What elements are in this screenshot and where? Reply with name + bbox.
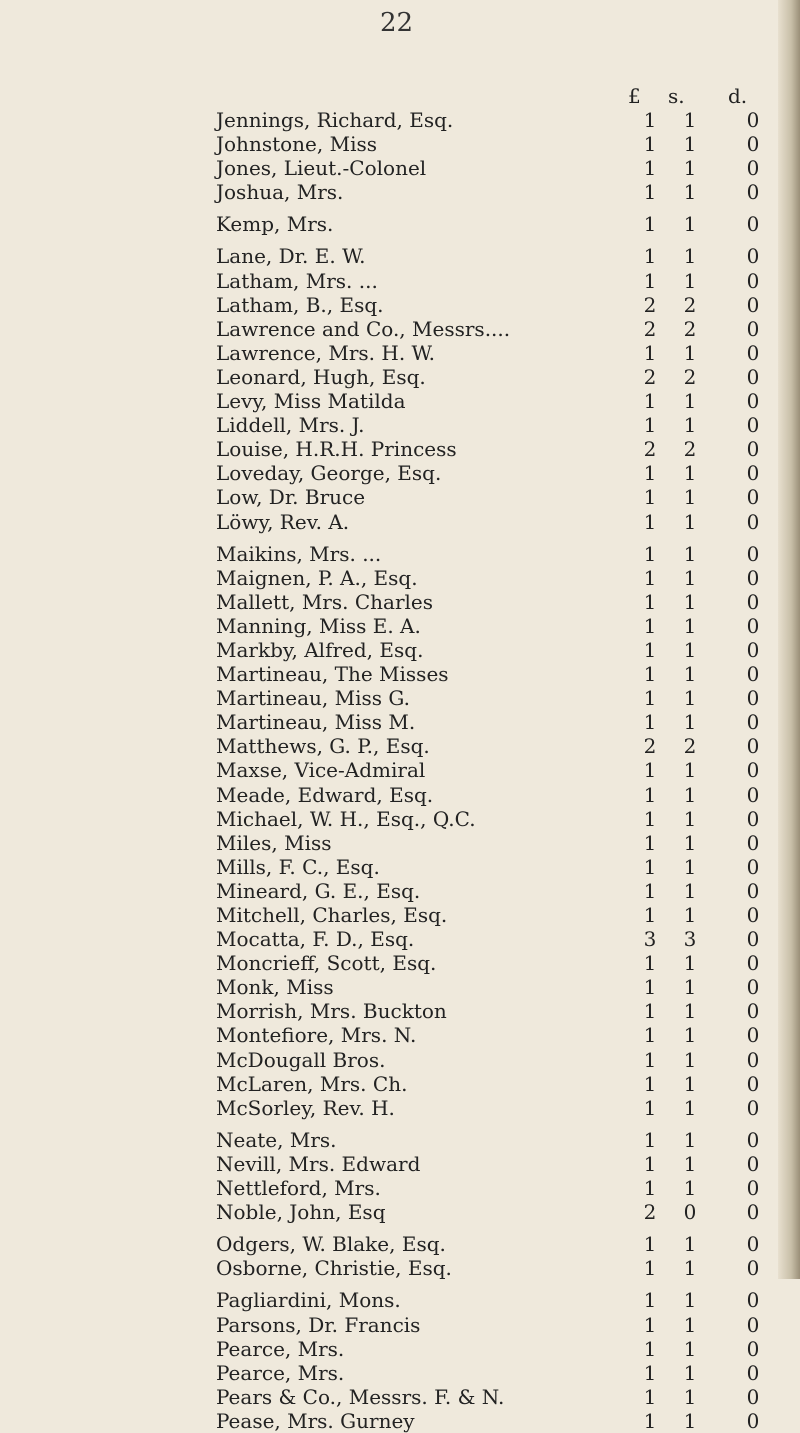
shillings-value: 2 [683, 437, 697, 462]
pounds-value: 2 [643, 437, 657, 462]
pence-value: 0 [746, 1288, 760, 1313]
pence-value: 0 [746, 541, 760, 566]
shillings-value: 1 [683, 1232, 697, 1257]
pence-value: 0 [746, 758, 760, 783]
subscriber-name: Noble, John, Esq [216, 1200, 386, 1225]
list-item [216, 1096, 776, 1120]
subscriber-name: Maxse, Vice-Admiral [216, 758, 426, 783]
subscriber-name: Miles, Miss [216, 830, 332, 855]
shillings-value: 1 [683, 613, 697, 638]
list-item [216, 1409, 776, 1433]
pence-value: 0 [746, 156, 760, 181]
shillings-value: 1 [683, 389, 697, 414]
pounds-value: 1 [643, 1336, 657, 1361]
subscriber-name: Moncrieff, Scott, Esq. [216, 951, 437, 976]
pounds-value: 1 [643, 1288, 657, 1313]
list-item [216, 807, 776, 831]
shillings-value: 1 [683, 806, 697, 831]
pounds-value: 1 [643, 1232, 657, 1257]
pence-value: 0 [746, 999, 760, 1024]
pence-value: 0 [746, 734, 760, 759]
shillings-header: s. [668, 84, 685, 108]
list-item [216, 1313, 776, 1337]
list-item [216, 662, 776, 686]
list-item [216, 389, 776, 413]
list-item [216, 686, 776, 710]
shillings-value: 1 [683, 710, 697, 735]
shillings-value: 1 [683, 686, 697, 711]
pounds-value: 1 [643, 782, 657, 807]
list-item [216, 1023, 776, 1047]
subscriber-name: Neate, Mrs. [216, 1127, 337, 1152]
shillings-value: 1 [683, 1408, 697, 1433]
pounds-value: 2 [643, 292, 657, 317]
subscriber-name: Markby, Alfred, Esq. [216, 637, 424, 662]
pence-value: 0 [746, 340, 760, 365]
list-item [216, 999, 776, 1023]
subscriber-name: Loveday, George, Esq. [216, 461, 442, 486]
list-item [216, 1072, 776, 1096]
subscriber-name: Osborne, Christie, Esq. [216, 1256, 452, 1281]
subscriber-name: Lane, Dr. E. W. [216, 244, 366, 269]
pounds-value: 1 [643, 975, 657, 1000]
pence-value: 0 [746, 389, 760, 414]
pounds-value: 1 [643, 509, 657, 534]
pence-value: 0 [746, 1023, 760, 1048]
list-item [216, 734, 776, 758]
subscriber-name: Mocatta, F. D., Esq. [216, 927, 415, 952]
shillings-value: 1 [683, 180, 697, 205]
subscriber-name: Lawrence, Mrs. H. W. [216, 340, 435, 365]
list-item [216, 1128, 776, 1152]
subscriber-name: Pears & Co., Messrs. F. & N. [216, 1384, 505, 1409]
pence-header: d. [728, 84, 748, 108]
subscriber-name: McSorley, Rev. H. [216, 1095, 395, 1120]
pence-value: 0 [746, 364, 760, 389]
shillings-value: 1 [683, 999, 697, 1024]
list-item [216, 614, 776, 638]
subscriber-name: Manning, Miss E. A. [216, 613, 421, 638]
shillings-value: 2 [683, 364, 697, 389]
pence-value: 0 [746, 132, 760, 157]
list-item [216, 1385, 776, 1409]
list-item [216, 590, 776, 614]
page-edge [778, 0, 800, 1279]
list-item [216, 903, 776, 927]
shillings-value: 1 [683, 1176, 697, 1201]
shillings-value: 1 [683, 878, 697, 903]
pence-value: 0 [746, 613, 760, 638]
subscriber-name: Latham, Mrs. ... [216, 268, 378, 293]
subscriber-name: Latham, B., Esq. [216, 292, 384, 317]
shillings-value: 1 [683, 268, 697, 293]
list-item [216, 1152, 776, 1176]
shillings-value: 1 [683, 108, 697, 132]
pence-value: 0 [746, 1384, 760, 1409]
pence-value: 0 [746, 854, 760, 879]
pence-value: 0 [746, 268, 760, 293]
list-item [216, 485, 776, 509]
list-item [216, 132, 776, 156]
list-item [216, 542, 776, 566]
shillings-value: 1 [683, 589, 697, 614]
page-number: 22 [380, 8, 414, 38]
pence-value: 0 [746, 1408, 760, 1433]
shillings-value: 1 [683, 509, 697, 534]
pounds-value: 1 [643, 156, 657, 181]
subscriber-name: Mills, F. C., Esq. [216, 854, 380, 879]
pence-value: 0 [746, 1200, 760, 1225]
pence-value: 0 [746, 830, 760, 855]
subscriber-name: Pagliardini, Mons. [216, 1288, 401, 1313]
shillings-value: 1 [683, 662, 697, 687]
subscriber-name: Louise, H.R.H. Princess [216, 437, 457, 462]
shillings-value: 1 [683, 975, 697, 1000]
pounds-header: £ [628, 84, 641, 108]
pounds-value: 1 [643, 108, 657, 132]
list-item [216, 108, 776, 132]
shillings-value: 1 [683, 637, 697, 662]
pounds-value: 1 [643, 541, 657, 566]
pence-value: 0 [746, 1071, 760, 1096]
shillings-value: 1 [683, 1095, 697, 1120]
subscriber-name: Martineau, Miss G. [216, 686, 411, 711]
pence-value: 0 [746, 461, 760, 486]
shillings-value: 1 [683, 1312, 697, 1337]
subscriber-name: Nettleford, Mrs. [216, 1176, 381, 1201]
pence-value: 0 [746, 180, 760, 205]
pounds-value: 1 [643, 1176, 657, 1201]
pounds-value: 2 [643, 1200, 657, 1225]
shillings-value: 1 [683, 1288, 697, 1313]
subscriber-name: McDougall Bros. [216, 1047, 386, 1072]
pounds-value: 1 [643, 637, 657, 662]
pounds-value: 1 [643, 589, 657, 614]
list-item [216, 879, 776, 903]
shillings-value: 1 [683, 1384, 697, 1409]
pounds-value: 1 [643, 999, 657, 1024]
list-item [216, 831, 776, 855]
list-item [216, 638, 776, 662]
pounds-value: 1 [643, 485, 657, 510]
pounds-value: 1 [643, 806, 657, 831]
shillings-value: 1 [683, 830, 697, 855]
shillings-value: 1 [683, 244, 697, 269]
subscriber-name: McLaren, Mrs. Ch. [216, 1071, 408, 1096]
pounds-value: 1 [643, 132, 657, 157]
list-item [216, 365, 776, 389]
pounds-value: 1 [643, 854, 657, 879]
pence-value: 0 [746, 662, 760, 687]
pence-value: 0 [746, 413, 760, 438]
pounds-value: 2 [643, 734, 657, 759]
shillings-value: 1 [683, 156, 697, 181]
subscriber-name: Leonard, Hugh, Esq. [216, 364, 426, 389]
shillings-value: 3 [683, 927, 697, 952]
pounds-value: 1 [643, 878, 657, 903]
pence-value: 0 [746, 437, 760, 462]
pounds-value: 1 [643, 903, 657, 927]
shillings-value: 1 [683, 461, 697, 486]
list-item [216, 1256, 776, 1280]
pounds-value: 1 [643, 1047, 657, 1072]
subscriber-name: Lawrence and Co., Messrs.... [216, 316, 511, 341]
subscriber-name: Morrish, Mrs. Buckton [216, 999, 447, 1024]
pounds-value: 1 [643, 565, 657, 590]
subscriber-name: Pearce, Mrs. [216, 1360, 345, 1385]
pounds-value: 1 [643, 758, 657, 783]
pounds-value: 1 [643, 686, 657, 711]
subscriber-name: Michael, W. H., Esq., Q.C. [216, 806, 476, 831]
pounds-value: 1 [643, 662, 657, 687]
pence-value: 0 [746, 903, 760, 927]
list-item [216, 927, 776, 951]
pounds-value: 1 [643, 268, 657, 293]
pence-value: 0 [746, 509, 760, 534]
pounds-value: 1 [643, 1023, 657, 1048]
shillings-value: 1 [683, 1256, 697, 1281]
list-item [216, 566, 776, 590]
pounds-value: 1 [643, 1127, 657, 1152]
shillings-value: 1 [683, 413, 697, 438]
shillings-value: 1 [683, 854, 697, 879]
list-item [216, 212, 776, 236]
subscriber-name: Levy, Miss Matilda [216, 389, 406, 414]
shillings-value: 1 [683, 212, 697, 237]
list-item [216, 855, 776, 879]
pounds-value: 1 [643, 1095, 657, 1120]
list-item [216, 1232, 776, 1256]
subscriber-name: Jones, Lieut.-Colonel [216, 156, 427, 181]
shillings-value: 2 [683, 292, 697, 317]
pence-value: 0 [746, 1095, 760, 1120]
list-item [216, 269, 776, 293]
pounds-value: 1 [643, 461, 657, 486]
pounds-value: 2 [643, 364, 657, 389]
subscriber-name: Maikins, Mrs. ... [216, 541, 382, 566]
shillings-value: 0 [683, 1200, 697, 1225]
pence-value: 0 [746, 878, 760, 903]
pence-value: 0 [746, 1312, 760, 1337]
shillings-value: 1 [683, 132, 697, 157]
pence-value: 0 [746, 1047, 760, 1072]
subscriber-name: Martineau, Miss M. [216, 710, 416, 735]
subscriber-name: Pease, Mrs. Gurney [216, 1408, 415, 1433]
shillings-value: 1 [683, 1151, 697, 1176]
list-item [216, 437, 776, 461]
pounds-value: 1 [643, 1360, 657, 1385]
subscriber-name: Johnstone, Miss [216, 132, 377, 157]
subscriber-name: Mitchell, Charles, Esq. [216, 903, 448, 927]
shillings-value: 1 [683, 758, 697, 783]
pence-value: 0 [746, 485, 760, 510]
subscriber-name: Jennings, Richard, Esq. [216, 108, 454, 132]
list-item [216, 1361, 776, 1385]
list-item [216, 951, 776, 975]
list-item [216, 156, 776, 180]
subscriber-name: Monk, Miss [216, 975, 334, 1000]
pence-value: 0 [746, 1256, 760, 1281]
list-item [216, 510, 776, 534]
pounds-value: 1 [643, 710, 657, 735]
pence-value: 0 [746, 710, 760, 735]
pence-value: 0 [746, 927, 760, 952]
list-item [216, 244, 776, 268]
pounds-value: 1 [643, 389, 657, 414]
pounds-value: 1 [643, 212, 657, 237]
shillings-value: 1 [683, 541, 697, 566]
pounds-value: 1 [643, 1408, 657, 1433]
pence-value: 0 [746, 686, 760, 711]
list-item [216, 341, 776, 365]
list-item [216, 710, 776, 734]
pounds-value: 2 [643, 316, 657, 341]
list-item [216, 413, 776, 437]
subscriber-name: Kemp, Mrs. [216, 212, 334, 237]
pence-value: 0 [746, 1151, 760, 1176]
subscriber-name: Parsons, Dr. Francis [216, 1312, 421, 1337]
subscriber-name: Montefiore, Mrs. N. [216, 1023, 417, 1048]
pence-value: 0 [746, 975, 760, 1000]
shillings-value: 1 [683, 340, 697, 365]
pence-value: 0 [746, 782, 760, 807]
shillings-value: 1 [683, 1047, 697, 1072]
list-item [216, 758, 776, 782]
pence-value: 0 [746, 212, 760, 237]
subscriber-name: Odgers, W. Blake, Esq. [216, 1232, 446, 1257]
shillings-value: 1 [683, 1023, 697, 1048]
subscriber-name: Joshua, Mrs. [216, 180, 344, 205]
subscriber-name: Liddell, Mrs. J. [216, 413, 365, 438]
list-item [216, 1176, 776, 1200]
pounds-value: 1 [643, 830, 657, 855]
pence-value: 0 [746, 806, 760, 831]
pence-value: 0 [746, 244, 760, 269]
subscriber-name: Maignen, P. A., Esq. [216, 565, 418, 590]
list-item [216, 975, 776, 999]
subscriber-name: Löwy, Rev. A. [216, 509, 350, 534]
pence-value: 0 [746, 951, 760, 976]
subscriber-name: Meade, Edward, Esq. [216, 782, 434, 807]
subscriber-name: Pearce, Mrs. [216, 1336, 345, 1361]
pence-value: 0 [746, 565, 760, 590]
pence-value: 0 [746, 1232, 760, 1257]
pounds-value: 3 [643, 927, 657, 952]
pence-value: 0 [746, 637, 760, 662]
pounds-value: 1 [643, 1151, 657, 1176]
subscriber-name: Matthews, G. P., Esq. [216, 734, 430, 759]
shillings-value: 2 [683, 734, 697, 759]
list-item [216, 1288, 776, 1312]
shillings-value: 1 [683, 1071, 697, 1096]
pence-value: 0 [746, 316, 760, 341]
pence-value: 0 [746, 1127, 760, 1152]
subscriber-name: Martineau, The Misses [216, 662, 449, 687]
list-item [216, 1337, 776, 1361]
pounds-value: 1 [643, 413, 657, 438]
list-item [216, 293, 776, 317]
pounds-value: 1 [643, 340, 657, 365]
shillings-value: 1 [683, 485, 697, 510]
pounds-value: 1 [643, 951, 657, 976]
pounds-value: 1 [643, 1312, 657, 1337]
list-item [216, 317, 776, 341]
pence-value: 0 [746, 589, 760, 614]
pounds-value: 1 [643, 1384, 657, 1409]
pounds-value: 1 [643, 613, 657, 638]
pence-value: 0 [746, 1176, 760, 1201]
subscriber-name: Mineard, G. E., Esq. [216, 878, 421, 903]
pounds-value: 1 [643, 244, 657, 269]
list-item [216, 783, 776, 807]
subscriber-name: Nevill, Mrs. Edward [216, 1151, 421, 1176]
shillings-value: 1 [683, 1336, 697, 1361]
subscriber-name: Low, Dr. Bruce [216, 485, 366, 510]
shillings-value: 1 [683, 565, 697, 590]
pence-value: 0 [746, 108, 760, 132]
pounds-value: 1 [643, 180, 657, 205]
list-item [216, 1200, 776, 1224]
pounds-value: 1 [643, 1071, 657, 1096]
list-item [216, 180, 776, 204]
shillings-value: 2 [683, 316, 697, 341]
shillings-value: 1 [683, 951, 697, 976]
pence-value: 0 [746, 1360, 760, 1385]
list-item [216, 461, 776, 485]
shillings-value: 1 [683, 1360, 697, 1385]
pence-value: 0 [746, 1336, 760, 1361]
subscriber-name: Mallett, Mrs. Charles [216, 589, 434, 614]
pounds-value: 1 [643, 1256, 657, 1281]
shillings-value: 1 [683, 1127, 697, 1152]
shillings-value: 1 [683, 903, 697, 927]
subscriber-list [216, 108, 776, 1433]
shillings-value: 1 [683, 782, 697, 807]
pence-value: 0 [746, 292, 760, 317]
list-item [216, 1048, 776, 1072]
